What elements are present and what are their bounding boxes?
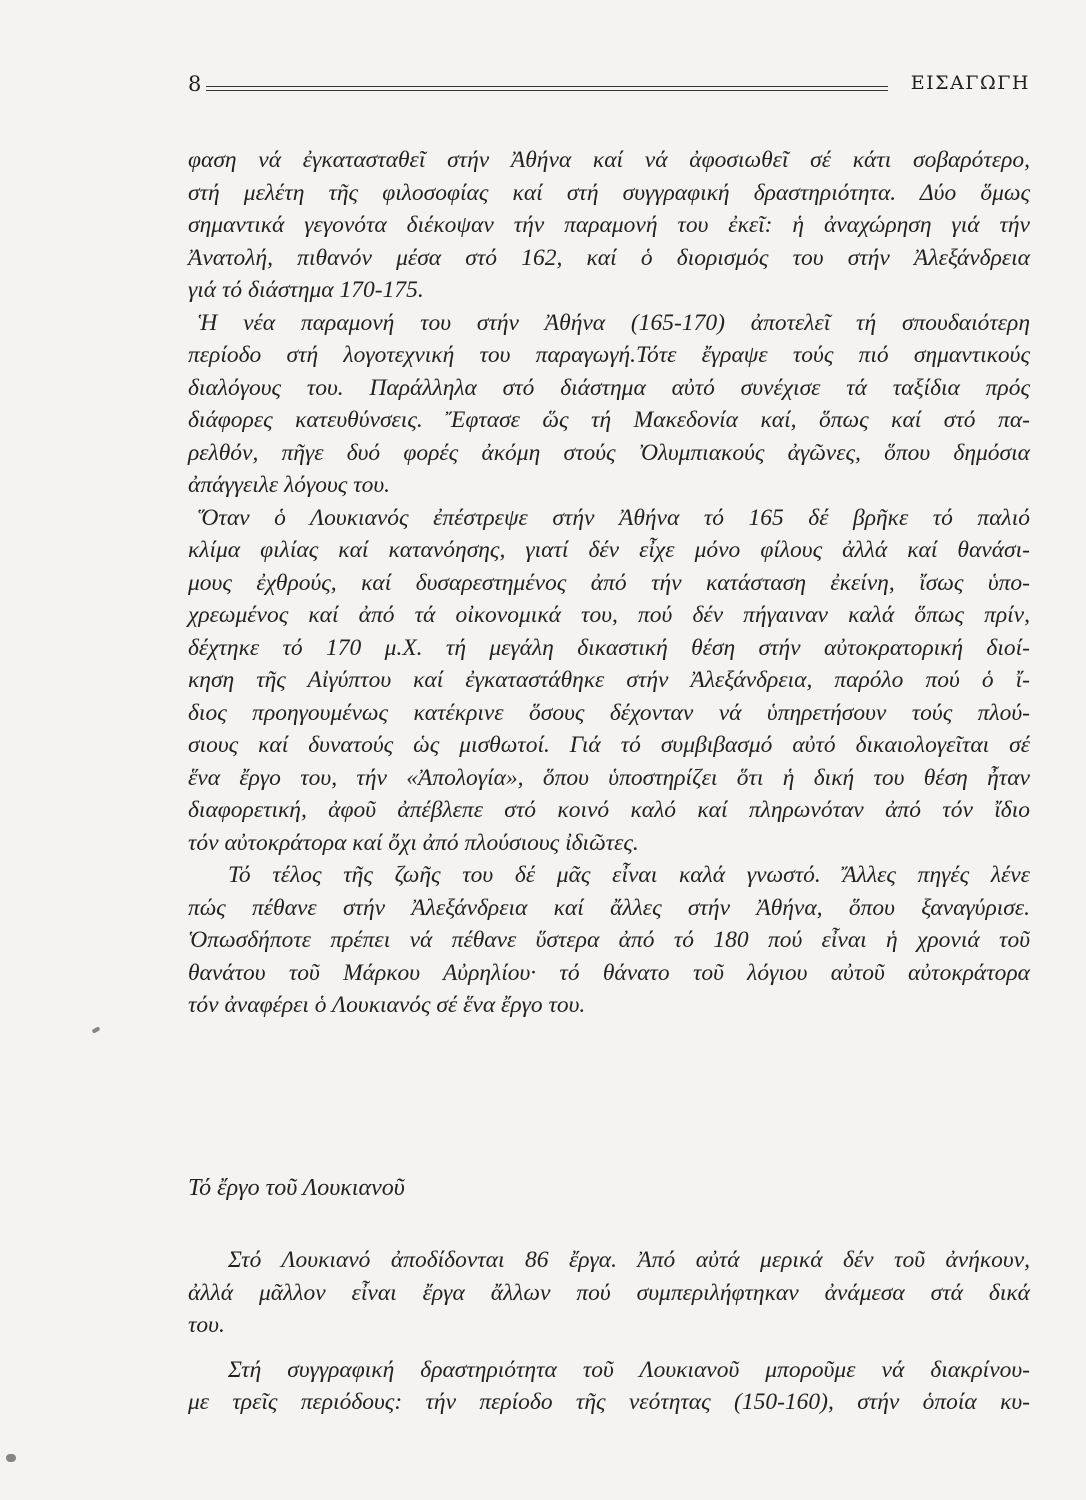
text-line: ἕνα ἔργο του, τήν «Ἀπολογία», ὅπου ὑποστηρίζει ὅτι ἡ δική του θέση ἦταν bbox=[188, 764, 1030, 791]
text-line: Ἀνατολή, πιθανόν μέσα στό 162, καί ὁ διορισμός του στήν Ἀλεξάνδρεια bbox=[188, 244, 1030, 271]
text-line: διαφορετική, ἀφοῦ ἀπέβλεπε στό κοινό καλό καί πληρωνόταν ἀπό τόν ἴδιο bbox=[188, 797, 1030, 823]
text-line: ἀλλά μᾶλλον εἶναι ἔργα ἄλλων πού συμπεριλήφτηκαν ἀνάμεσα στά δικά bbox=[188, 1279, 1030, 1306]
text-line: Ἡ νέα παραμονή του στήν Ἀθήνα (165-170) ἀποτελεῖ τή σπουδαιότερη bbox=[198, 309, 1030, 336]
text-line: θανάτου τοῦ Μάρκου Αὐρηλίου· τό θάνατο τοῦ λόγιου αὐτοῦ αὐτοκράτορα bbox=[188, 959, 1030, 986]
text-line: Τό τέλος τῆς ζωῆς του δέ μᾶς εἶναι καλά γνωστό. Ἄλλες πηγές λένε bbox=[228, 862, 1030, 888]
text-line: σημαντικά γεγονότα διέκοψαν τήν παραμονή του ἐκεῖ: ἡ ἀναχώρηση γιά τήν bbox=[188, 212, 1030, 238]
text-line: με τρεῖς περιόδους: τήν περίοδο τῆς νεότητας (150-160), στήν ὁποία κυ- bbox=[188, 1389, 1030, 1415]
text-line: κλίμα φιλίας καί κατανόησης, γιατί δέν εἶχε μόνο φίλους ἀλλά καί θανάσι- bbox=[188, 537, 1030, 563]
text-line: πώς πέθανε στήν Ἀλεξάνδρεια καί ἄλλες στήν Ἀθήνα, ὅπου ξαναγύρισε. bbox=[188, 894, 1030, 921]
text-line: δέχτηκε τό 170 μ.Χ. τή μεγάλη δικαστική θέση στήν αὐτοκρατορική διοί- bbox=[188, 634, 1030, 661]
text-line: διος προηγουμένως κατέκρινε ὅσους δέχονταν νά ὑπηρετήσουν τούς πλού- bbox=[188, 699, 1030, 726]
text-line: Ὁπωσδήποτε πρέπει νά πέθανε ὕστερα ἀπό τό 180 πού εἶναι ἡ χρονιά τοῦ bbox=[188, 927, 1030, 953]
section-heading: Τό ἔργο τοῦ Λουκιανοῦ bbox=[188, 1175, 405, 1201]
running-head bbox=[188, 72, 1030, 108]
header-rule bbox=[206, 86, 888, 91]
section-title: ΕΙΣΑΓΩΓΗ bbox=[910, 72, 1030, 94]
text-line: Στό Λουκιανό ἀποδίδονται 86 ἔργα. Ἀπό αὐτά μερικά δέν τοῦ ἀνήκουν, bbox=[228, 1247, 1030, 1273]
text-line: Στή συγγραφική δραστηριότητα τοῦ Λουκιανοῦ μποροῦμε νά διακρίνου- bbox=[228, 1356, 1030, 1383]
text-line: μους ἐχθρούς, καί δυσαρεστημένος ἀπό τήν κατάσταση ἐκείνη, ἴσως ὑπο- bbox=[188, 569, 1030, 596]
text-line: σιους καί δυνατούς ὡς μισθωτοί. Γιά τό συμβιβασμό αὐτό δικαιολογεῖται σέ bbox=[188, 732, 1030, 758]
text-line: στή μελέτη τῆς φιλοσοφίας καί στή συγγραφική δραστηριότητα. Δύο ὅμως bbox=[188, 179, 1030, 206]
text-line: περίοδο στή λογοτεχνική του παραγωγή.Τότε ἔγραψε τούς πιό σημαντικούς bbox=[188, 342, 1030, 368]
print-speck bbox=[6, 1454, 16, 1462]
text-line: χρεωμένος καί ἀπό τά οἰκονομικά του, πού δέν πήγαιναν καλά ὅπως πρίν, bbox=[188, 602, 1030, 628]
body-text-top bbox=[188, 144, 1030, 1022]
text-line: κηση τῆς Αἰγύπτου καί ἐγκαταστάθηκε στήν Ἀλεξάνδρεια, παρόλο πού ὁ ἴ- bbox=[188, 667, 1030, 693]
text-line: φαση νά ἐγκατασταθεῖ στήν Ἀθήνα καί νά ἀφοσιωθεῖ σέ κάτι σοβαρότερο, bbox=[188, 147, 1030, 173]
text-line: Ὅταν ὁ Λουκιανός ἐπέστρεψε στήν Ἀθήνα τό 165 δέ βρῆκε τό παλιό bbox=[198, 504, 1030, 531]
text-line: διάφορες κατευθύνσεις. Ἔφτασε ὥς τή Μακεδονία καί, ὅπως καί στό πα- bbox=[188, 407, 1030, 433]
text-line: τόν αὐτοκράτορα καί ὄχι ἀπό πλούσιους ἰδιῶτες. bbox=[188, 829, 639, 856]
page-number: 8 bbox=[188, 72, 202, 96]
text-line: ἀπάγγειλε λόγους του. bbox=[188, 472, 391, 498]
text-line: του. bbox=[188, 1312, 225, 1338]
text-line: γιά τό διάστημα 170-175. bbox=[188, 277, 424, 303]
body-text-bottom bbox=[188, 1244, 1030, 1419]
text-line: ρελθόν, πῆγε δυό φορές ἀκόμη στούς Ὀλυμπιακούς ἀγῶνες, ὅπου δημόσια bbox=[188, 439, 1030, 466]
print-speck bbox=[92, 1026, 101, 1033]
text-line: διαλόγους του. Παράλληλα στό διάστημα αὐτό συνέχισε τά ταξίδια πρός bbox=[188, 374, 1030, 401]
text-line: τόν ἀναφέρει ὁ Λουκιανός σέ ἕνα ἔργο του. bbox=[188, 992, 586, 1018]
